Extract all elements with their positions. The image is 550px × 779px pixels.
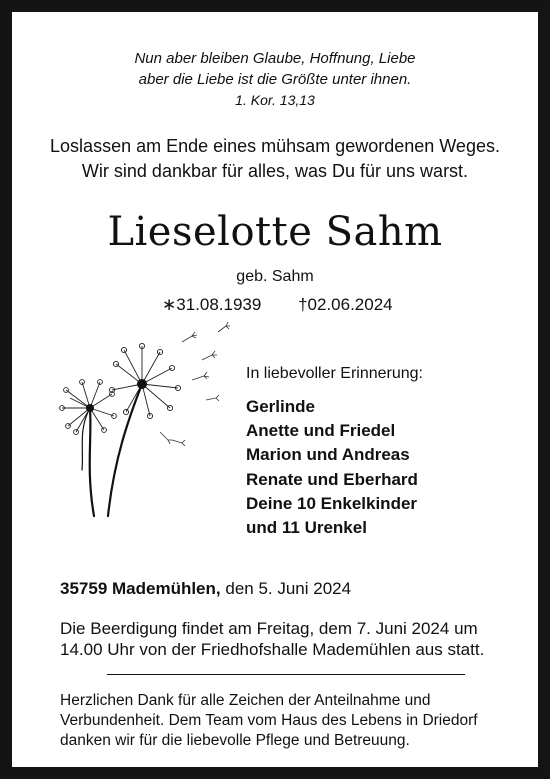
mourner-item: Renate und Eberhard bbox=[246, 469, 418, 489]
bible-verse bbox=[12, 48, 538, 111]
place-date-line bbox=[60, 578, 351, 600]
verse-line-2: aber die Liebe ist die Größte unter ihnen. bbox=[138, 71, 412, 88]
mourner-item: Gerlinde bbox=[246, 397, 315, 416]
place: 35759 Mademühlen, bbox=[60, 579, 221, 598]
memory-label: In liebevoller Erinnerung: bbox=[246, 365, 423, 382]
intro-line-1: Loslassen am Ende eines mühsam gewordenen Weges. bbox=[50, 136, 500, 156]
mourner-item: Marion und Andreas bbox=[246, 445, 410, 465]
intro-line-2: Wir sind dankbar für alles, was Du für uns warst. bbox=[81, 161, 469, 181]
verse-reference: 1. Kor. 13,13 bbox=[235, 92, 315, 108]
birth-date: 31.08.1939 bbox=[176, 295, 262, 314]
mourner-item: und 11 Urenkel bbox=[246, 518, 367, 538]
dandelion-illustration bbox=[42, 320, 242, 520]
intro-text bbox=[12, 134, 538, 184]
death-cross-icon: † bbox=[298, 295, 308, 314]
thanks-note: Herzlichen Dank für alle Zeichen der Anteilnahme und Verbundenheit. Dem Team vom Haus des Lebens in Driedorf danken wir für die liebevolle Pflege und Betreuung. bbox=[60, 692, 478, 749]
mourner-item: Anette und Friedel bbox=[246, 421, 396, 441]
life-dates bbox=[162, 294, 393, 316]
birth-star-icon: ∗ bbox=[162, 295, 177, 314]
divider bbox=[107, 674, 465, 675]
death-date: 02.06.2024 bbox=[307, 295, 393, 314]
funeral-info: Die Beerdigung findet am Freitag, dem 7. Juni 2024 um 14.00 Uhr von der Friedhofshalle Mademühlen aus statt. bbox=[60, 619, 485, 659]
notice-date: den 5. Juni 2024 bbox=[225, 579, 352, 598]
birth-name: geb. Sahm bbox=[236, 268, 314, 285]
mourner-item: Deine 10 Enkelkinder bbox=[246, 493, 418, 513]
verse-line-1: Nun aber bleiben Glaube, Hoffnung, Liebe bbox=[134, 50, 416, 67]
deceased-name: Lieselotte Sahm bbox=[107, 209, 443, 255]
mourners-list bbox=[246, 395, 418, 540]
